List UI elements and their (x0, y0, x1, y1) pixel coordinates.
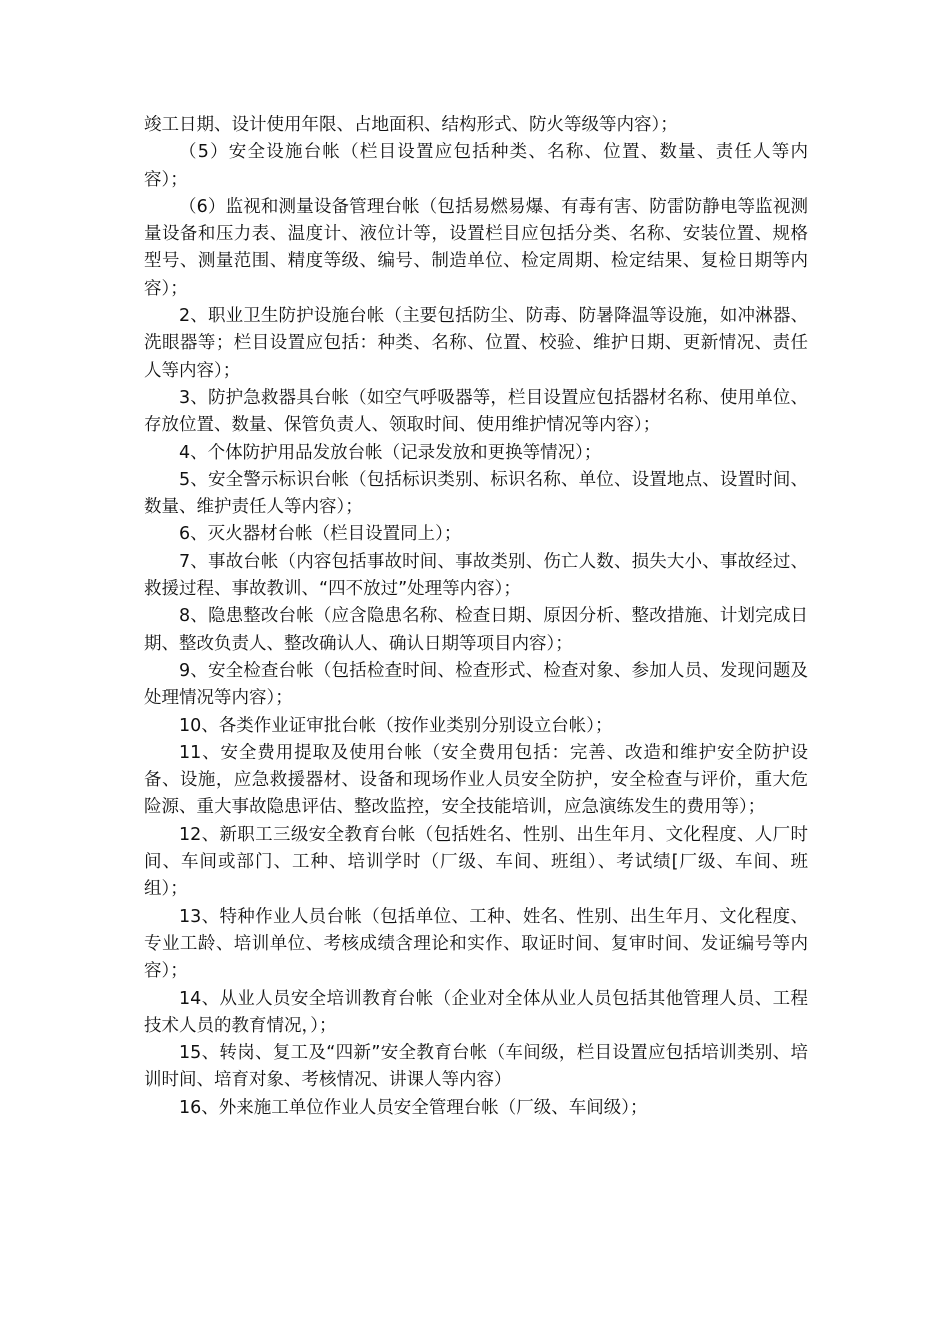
paragraph-item-6: 6、灭火器材台帐（栏目设置同上）； (179, 524, 462, 545)
paragraph-continuation: 竣工日期、设计使用年限、占地面积、结构形式、防火等级等内容）； (144, 115, 678, 135)
paragraph-item-12: 12、新职工三级安全教育台帐（包括姓名、性别、出生年月、文化程度、人厂时间、车间或部门、工种、培训学时（厂级、车间、班组）、考试绩[厂级、车间、班组）； (144, 824, 808, 900)
paragraph-item-13: 13、特种作业人员台帐（包括单位、工种、姓名、性别、出生年月、文化程度、专业工龄、培训单位、考核成绩含理论和实作、取证时间、复审时间、发证编号等内容）； (144, 906, 808, 982)
paragraph-item-5: 5、安全警示标识台帐（包括标识类别、标识名称、单位、设置地点、设置时间、数量、维护责任人等内容）； (144, 469, 808, 518)
paragraph-item-4: 4、个体防护用品发放台帐（记录发放和更换等情况）； (179, 442, 602, 463)
paragraph-item-11: 11、安全费用提取及使用台帐（安全费用包括：完善、改造和维护安全防护设备、设施，应急救援器材、设备和现场作业人员安全防护，安全检查与评价，重大危险源、重大事故隐患评估、整改监控，安全技能培训，应急演练发生的费用等）； (144, 742, 808, 818)
paragraph-item-5-safety-facilities: （5）安全设施台帐（栏目设置应包括种类、名称、位置、数量、责任人等内容）； (144, 142, 808, 190)
paragraph-item-10: 10、各类作业证审批台帐（按作业类别分别设立台帐）； (179, 715, 613, 736)
paragraph-item-8: 8、隐患整改台帐（应含隐患名称、检查日期、原因分析、整改措施、计划完成日期、整改负责人、整改确认人、确认日期等项目内容）； (144, 606, 808, 654)
paragraph-item-2: 2、职业卫生防护设施台帐（主要包括防尘、防毒、防暑降温等设施，如冲淋器、洗眼器等；栏目设置应包括：种类、名称、位置、校验、维护日期、更新情况、责任人等内容）； (144, 306, 808, 381)
paragraph-item-16: 16、外来施工单位作业人员安全管理台帐（厂级、车间级）； (179, 1097, 648, 1118)
paragraph-item-9: 9、安全检查台帐（包括检查时间、检查形式、检查对象、参加人员、发现问题及处理情况等内容）； (144, 660, 808, 709)
paragraph-item-7: 7、事故台帐（内容包括事故时间、事故类别、伤亡人数、损失大小、事故经过、救援过程、事故教训、“四不放过”处理等内容）； (144, 551, 808, 600)
paragraph-item-3: 3、防护急救器具台帐（如空气呼吸器等，栏目设置应包括器材名称、使用单位、存放位置、数量、保管负责人、领取时间、使用维护情况等内容）； (144, 387, 808, 436)
paragraph-item-15: 15、转岗、复工及“四新”安全教育台帐（车间级，栏目设置应包括培训类别、培训时间、培育对象、考核情况、讲课人等内容） (144, 1043, 808, 1091)
paragraph-item-14: 14、从业人员安全培训教育台帐（企业对全体从业人员包括其他管理人员、工程技术人员的教育情况，）； (144, 988, 808, 1036)
document-body (144, 112, 808, 1122)
paragraph-item-6-monitoring-equipment: （6）监视和测量设备管理台帐（包括易燃易爆、有毒有害、防雷防静电等监视测量设备和压力表、温度计、液位计等，设置栏目应包括分类、名称、安装位置、规格型号、测量范围、精度等级、编号、制造单位、检定周期、检定结果、复检日期等内容）； (144, 196, 808, 299)
